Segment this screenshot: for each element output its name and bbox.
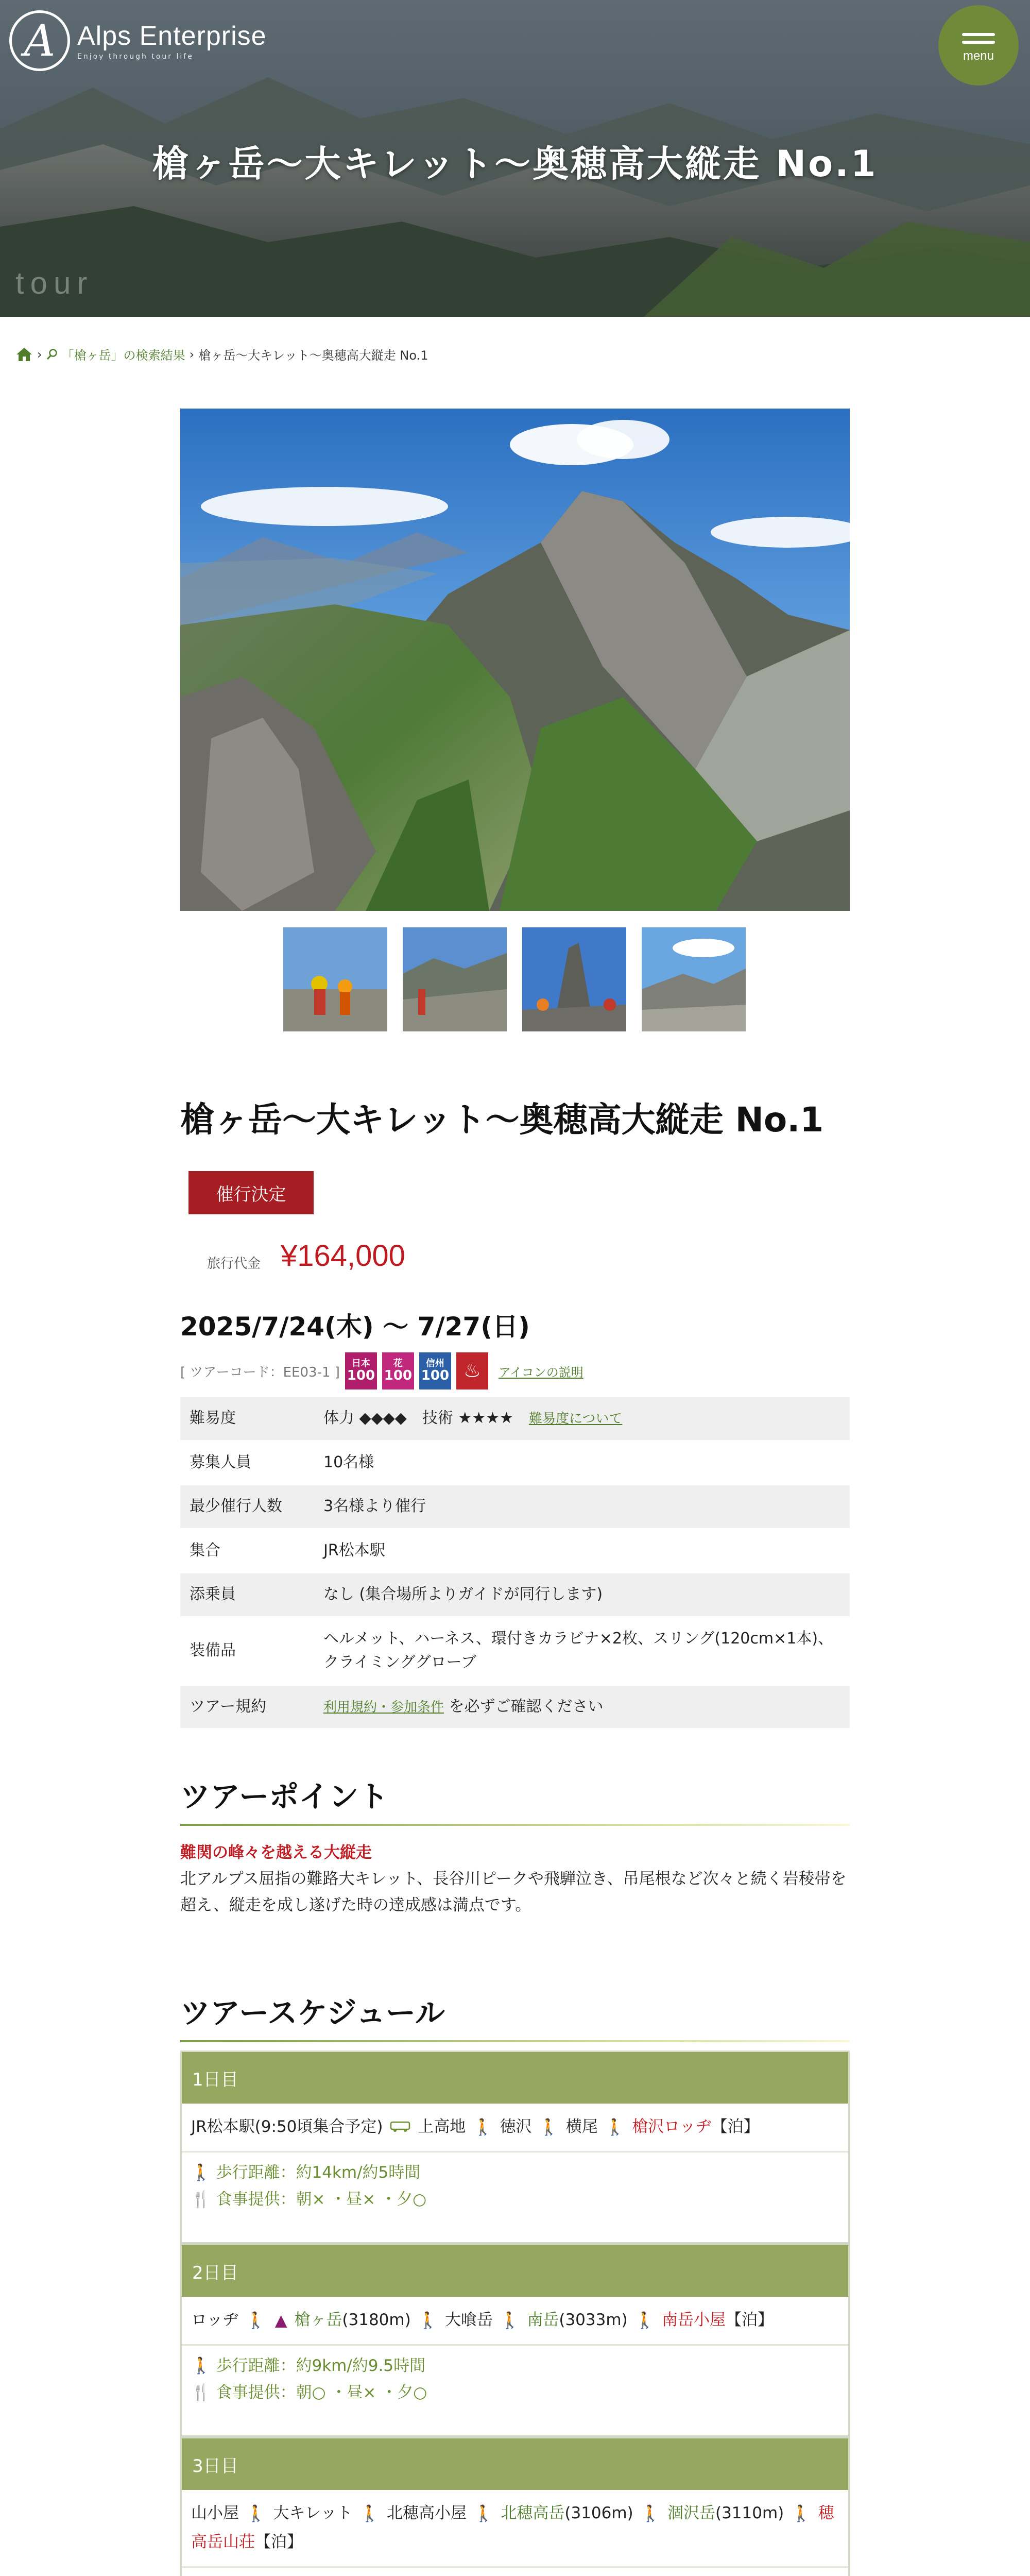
breadcrumb [15,345,428,363]
menu-button[interactable] [938,5,1019,86]
table-label: ツアー規約 [180,1685,314,1729]
table-value: なし (集合場所よりガイドが同行します) [314,1573,850,1617]
bus-icon [390,2113,410,2142]
schedule-day-2 [180,2244,850,2437]
schedule-heading: ツアースケジュール [180,1989,850,2042]
walk-icon: 🚶 [539,2117,559,2137]
table-row [180,1617,850,1685]
shinshu-100-mountains-icon: 信州 100 [419,1352,451,1389]
100-mountains-icon: ▲ [274,2311,287,2330]
table-label: 添乗員 [180,1573,314,1617]
status-badge: 催行決定 [188,1171,314,1214]
walk-icon: 🚶 [634,2311,655,2330]
tour-point-body: 北アルプス屈指の難路大キレット、長谷川ピークや飛騨泣き、吊尾根など次々と続く岩稜帯を超え、縦走を成し遂げた時の達成感は満点です。 [180,1870,847,1915]
walk-icon: 🚶 [246,2504,266,2523]
breadcrumb-separator: › [37,347,42,362]
walk-icon: 🚶 [605,2117,625,2137]
photo-thumbnails [283,927,746,1031]
table-value: を必ずご確認ください [444,1697,604,1716]
walk-icon: 🚶 [418,2311,438,2330]
walk-icon: 🚶 [191,2163,211,2182]
site-logo[interactable] [9,10,267,71]
table-value: 体力 ◆◆◆◆ 技術 ★★★★ [323,1409,513,1427]
thumbnail-3[interactable] [522,927,626,1031]
hot-spring-icon: ♨ [456,1352,488,1389]
logo-name: Alps Enterprise [77,21,267,51]
table-value: JR松本駅 [314,1529,850,1573]
thumbnail-1[interactable] [283,927,387,1031]
table-row [180,1397,850,1440]
tour-price: ¥164,000 [281,1239,405,1273]
table-row [180,1685,850,1729]
table-label: 集合 [180,1529,314,1573]
logo-mark-icon: A [9,10,70,71]
table-row [180,1529,850,1573]
schedule-day-1 [180,2050,850,2244]
table-label: 装備品 [180,1617,314,1685]
day-route: JR松本駅(9:50頃集合予定) 上高地 🚶 徳沢 🚶 横尾 🚶 槍沢ロッヂ【泊】 [182,2104,848,2153]
home-icon[interactable] [15,347,33,362]
day-meta: 🚶 歩行距離：約14km/約5時間 🍴 食事提供：朝× ・昼× ・夕○ [191,2163,427,2209]
walk-icon: 🚶 [246,2311,266,2330]
tour-point-headline: 難関の峰々を越える大縦走 [180,1843,372,1862]
difficulty-help-link[interactable]: 難易度について [528,1411,623,1427]
day-label: 3日目 [182,2438,848,2490]
terms-link[interactable]: 利用規約・参加条件 [323,1699,444,1715]
walk-icon: 🚶 [791,2504,811,2523]
table-label: 最少催行人数 [180,1485,314,1529]
table-label: 難易度 [180,1397,314,1440]
logo-tagline: Enjoy through tour life [77,53,194,61]
breadcrumb-separator: › [189,347,195,362]
tour-title: 槍ヶ岳〜大キレット〜奥穂高大縦走 No.1 [180,1100,824,1140]
walk-icon: 🚶 [640,2504,661,2523]
day-label: 1日目 [182,2052,848,2104]
walk-icon: 🚶 [473,2504,494,2523]
japan-100-mountains-icon: 日本 100 [345,1352,377,1389]
tour-point-heading: ツアーポイント [180,1772,850,1826]
table-row [180,1485,850,1529]
day-label: 2日目 [182,2245,848,2297]
walk-icon: 🚶 [191,2357,211,2376]
table-value: 3名様より催行 [314,1485,850,1529]
thumbnail-2[interactable] [403,927,507,1031]
breadcrumb-current: 槍ヶ岳〜大キレット〜奥穂高大縦走 No.1 [198,348,428,363]
breadcrumb-search-link[interactable]: 「槍ヶ岳」の検索結果 [61,348,185,363]
table-value: ヘルメット、ハーネス、環付きカラビナ×2枚、スリング(120cm×1本)、クライミンググローブ [314,1617,850,1685]
day-route: ロッヂ 🚶 ▲ 槍ヶ岳(3180m) 🚶 大喰岳 🚶 南岳(3033m) 🚶 南岳小屋【泊】 [182,2297,848,2346]
flower-100-mountains-icon: 花 100 [382,1352,414,1389]
tour-info-table [180,1397,850,1730]
thumbnail-4[interactable] [642,927,746,1031]
day-route: 山小屋 🚶 大キレット 🚶 北穂高小屋 🚶 北穂高岳(3106m) 🚶 涸沢岳(3110m) 🚶 穂高岳山荘【泊】 [182,2490,848,2568]
schedule-day-3 [180,2437,850,2576]
table-value: 10名様 [314,1440,850,1485]
walk-icon: 🚶 [473,2117,493,2137]
day-meta: 🚶 歩行距離：約9km/約9.5時間 🍴 食事提供：朝○ ・昼× ・夕○ [191,2357,427,2402]
tour-main-photo[interactable] [180,409,850,911]
menu-label: menu [963,48,994,63]
hero-title: 槍ヶ岳〜大キレット〜奥穂高大縦走 No.1 [152,143,878,185]
meal-icon: 🍴 [191,2190,211,2209]
walk-icon: 🚶 [500,2311,520,2330]
walk-icon: 🚶 [359,2504,380,2523]
icon-help-link[interactable]: アイコンの説明 [498,1365,583,1380]
price-label: 旅行代金 [207,1256,261,1272]
hero-banner [0,0,1030,317]
table-row [180,1573,850,1617]
tour-dates: 2025/7/24(木) 〜 7/27(日) [180,1312,530,1342]
search-icon [46,348,58,361]
tour-code-row [180,1352,583,1389]
table-row [180,1440,850,1485]
day-meta [182,2568,848,2576]
hero-watermark: tour [15,266,94,300]
table-label: 募集人員 [180,1440,314,1485]
tour-code: [ ツアーコード：EE03-1 ] [180,1364,340,1380]
meal-icon: 🍴 [191,2383,211,2402]
hamburger-icon [962,33,995,44]
